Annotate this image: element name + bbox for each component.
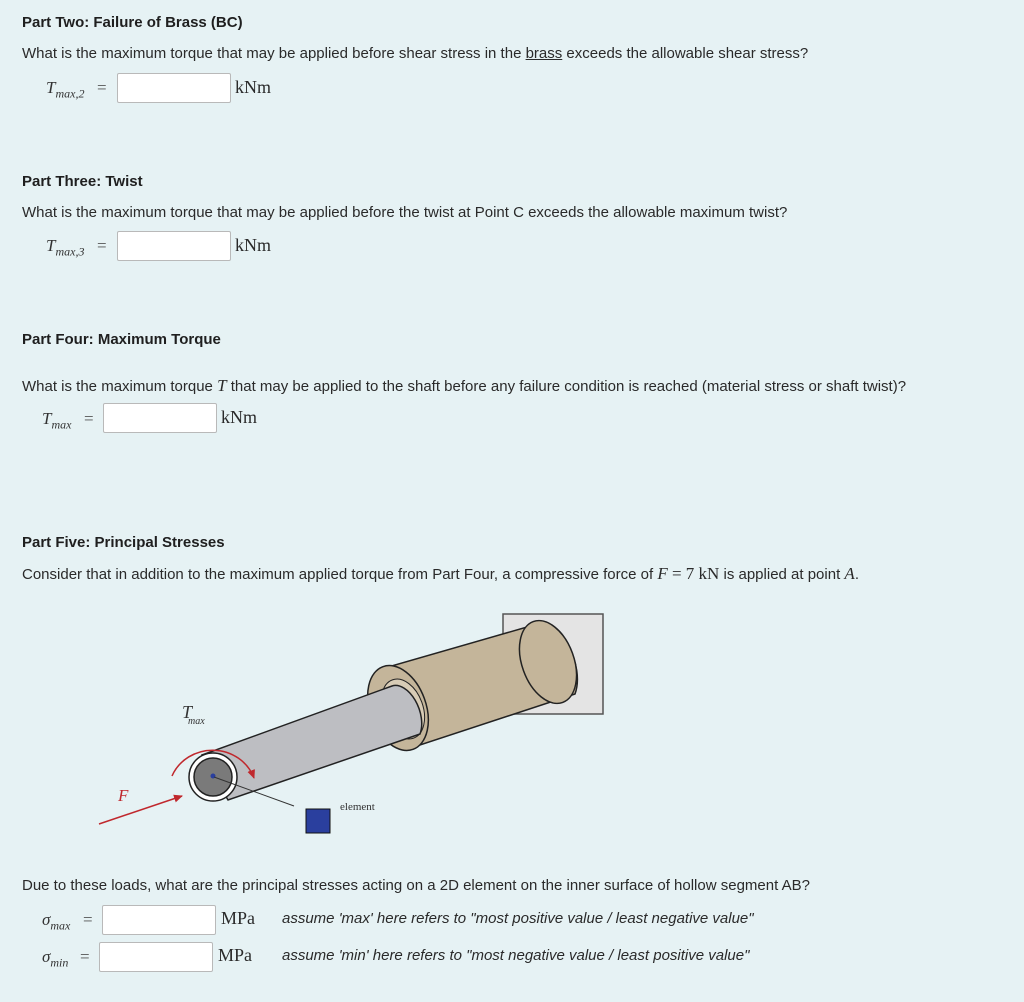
- sigma-min-input[interactable]: [99, 942, 213, 972]
- tmax3-input[interactable]: [117, 231, 231, 261]
- part-five-question-text-end: .: [854, 566, 859, 583]
- brass-link[interactable]: brass: [525, 45, 563, 62]
- part-three-question: What is the maximum torque that may be applied before the twist at Point C exceeds the allowable maximum twist?: [22, 204, 788, 221]
- tmax3-equals: =: [97, 236, 107, 255]
- part-five-question: [22, 564, 859, 584]
- sigma-min-unit: MPa: [218, 945, 253, 965]
- sigma-max-label: [42, 910, 70, 933]
- sigma-max-note: assume 'max' here refers to "most positive value / least negative value": [282, 910, 754, 927]
- tmax3-var: T: [46, 236, 56, 255]
- tmax2-sub: max,2: [55, 86, 85, 101]
- torque-label-var: T: [182, 702, 193, 722]
- force-arrow: [99, 796, 182, 824]
- shaft-figure: [0, 600, 1024, 850]
- torque-label: [182, 702, 209, 727]
- tmax2-unit: kNm: [235, 77, 271, 97]
- part-three-heading: Part Three: Twist: [22, 173, 143, 190]
- sigma-min-sub: min: [50, 955, 69, 970]
- force-label: F: [118, 786, 129, 805]
- sigma-max-sub: max: [50, 918, 71, 933]
- tmax-input[interactable]: [103, 403, 217, 433]
- part-four-question: [22, 376, 906, 396]
- part-two-question: [22, 45, 808, 62]
- sigma-max-var: σ: [42, 910, 51, 929]
- tmax2-input[interactable]: [117, 73, 231, 103]
- part-four-question-text-end: that may be applied to the shaft before any failure condition is reached (material stress or shaft twist)?: [226, 378, 907, 395]
- tmax-label: [42, 409, 71, 432]
- tmax3-sub: max,3: [55, 244, 85, 259]
- part-five-question-force-var: F: [657, 564, 668, 583]
- part-five-question-force-value: = 7 kN: [667, 564, 720, 583]
- tmax-sub: max: [51, 417, 72, 432]
- tmax2-label: [46, 78, 84, 101]
- stress-element: [306, 809, 330, 833]
- part-four-question-var: T: [217, 376, 227, 395]
- steel-segment: [189, 685, 422, 801]
- part-four-heading: Part Four: Maximum Torque: [22, 331, 221, 348]
- part-five-question-point: A: [844, 564, 855, 583]
- part-two-question-text-end: exceeds the allowable shear stress?: [562, 45, 809, 62]
- part-two-question-text: What is the maximum torque that may be applied before shear stress in the: [22, 45, 526, 62]
- torque-label-sub: max: [188, 716, 205, 727]
- tmax2-var: T: [46, 78, 56, 97]
- part-four-question-text: What is the maximum torque: [22, 378, 218, 395]
- tmax2-equals: =: [97, 78, 107, 97]
- part-two-heading: Part Two: Failure of Brass (BC): [22, 14, 243, 31]
- tmax3-label: [46, 236, 84, 259]
- tmax-equals: =: [84, 409, 94, 428]
- tmax-unit: kNm: [221, 407, 257, 427]
- sigma-min-equals: =: [80, 947, 90, 966]
- tmax3-unit: kNm: [235, 235, 271, 255]
- sigma-max-equals: =: [83, 910, 93, 929]
- part-five-question-text-mid: is applied at point: [719, 566, 845, 583]
- sigma-min-label: [42, 947, 68, 970]
- sigma-max-unit: MPa: [221, 908, 256, 928]
- sigma-max-input[interactable]: [102, 905, 216, 935]
- sigma-min-note: assume 'min' here refers to "most negative value / least positive value": [282, 947, 750, 964]
- part-five-heading: Part Five: Principal Stresses: [22, 534, 225, 551]
- part-five-question-text: Consider that in addition to the maximum applied torque from Part Four, a compressive force of: [22, 566, 658, 583]
- tmax-var: T: [42, 409, 52, 428]
- part-five-question2: Due to these loads, what are the principal stresses acting on a 2D element on the inner surface of hollow segment AB?: [22, 877, 810, 894]
- sigma-min-var: σ: [42, 947, 51, 966]
- element-label: element: [340, 801, 375, 813]
